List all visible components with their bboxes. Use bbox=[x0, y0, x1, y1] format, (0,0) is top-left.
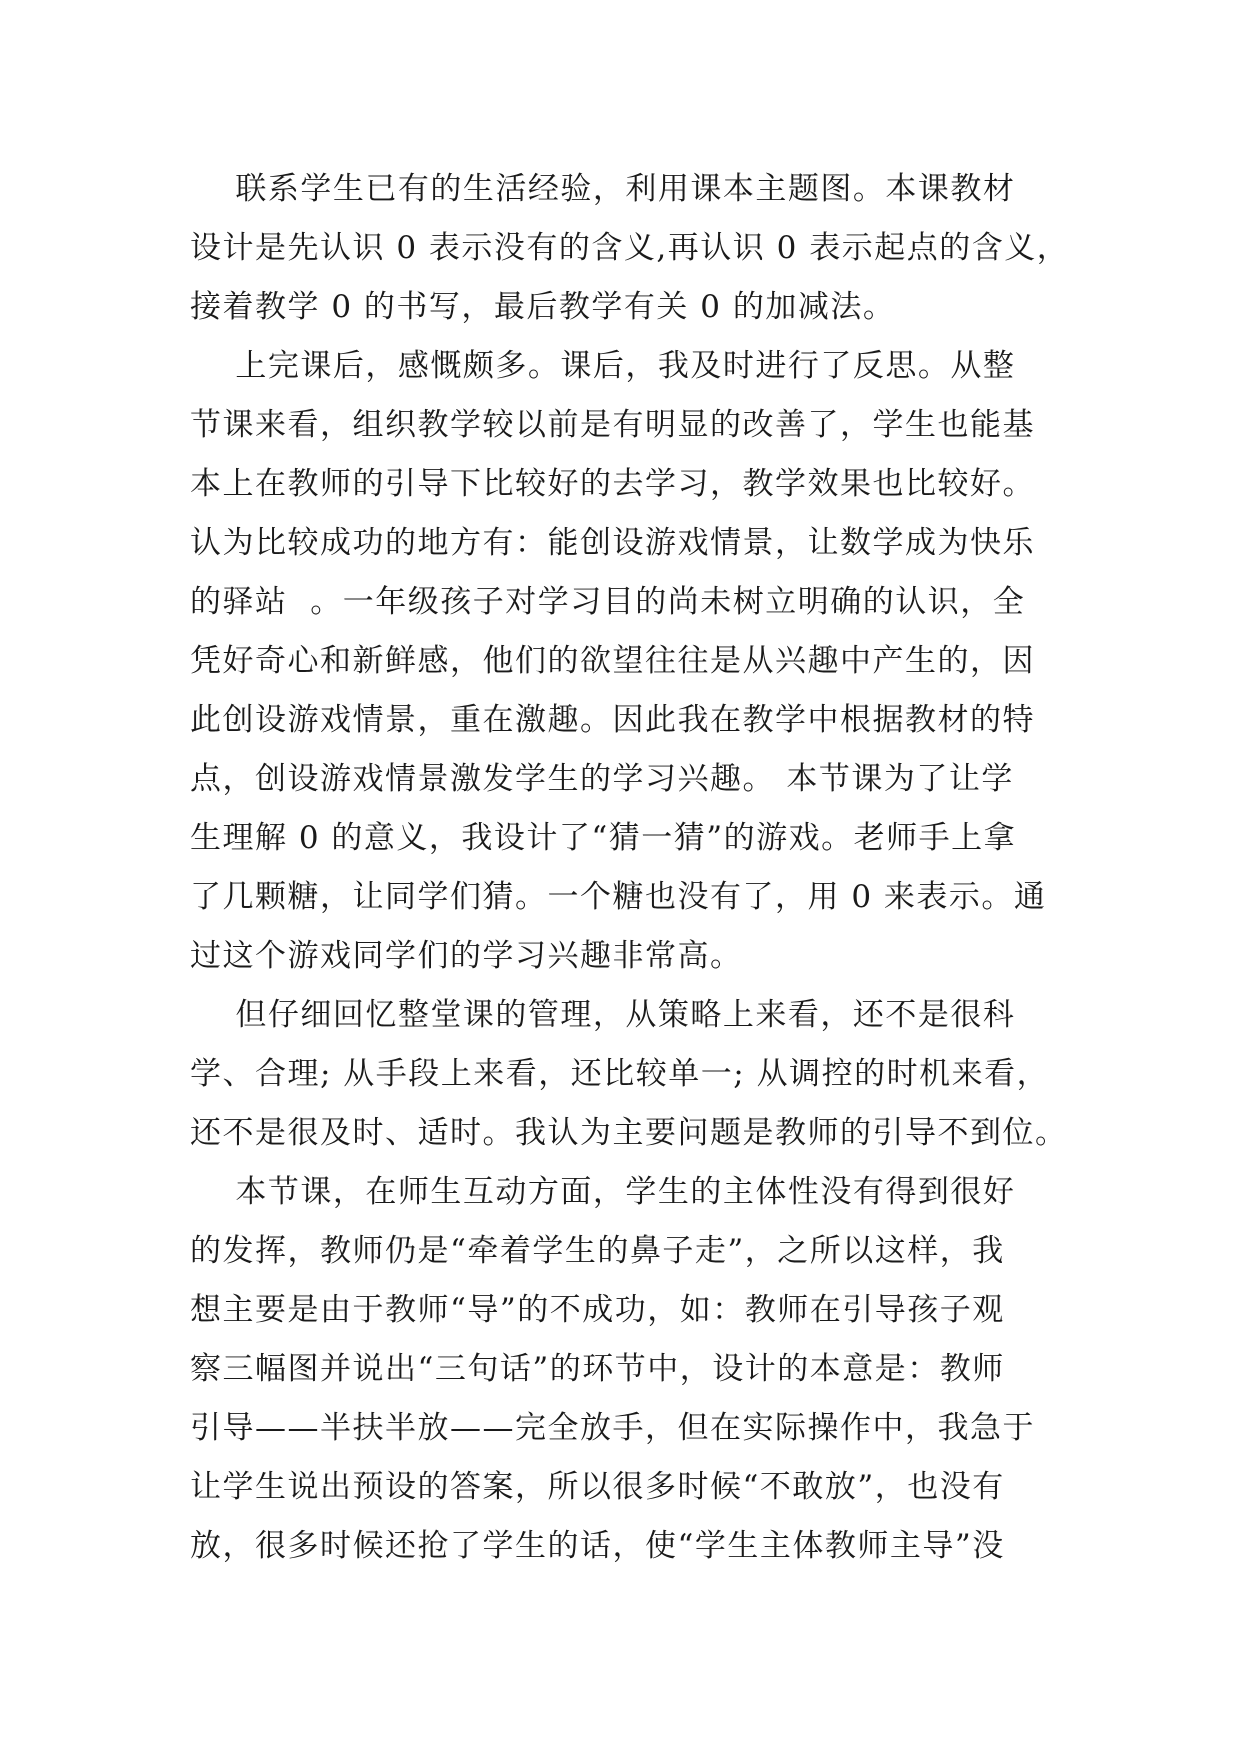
text-line: 生理解 0 的意义，我设计了“猜一猜”的游戏。老师手上拿 bbox=[190, 820, 1017, 856]
text-line: 让学生说出预设的答案，所以很多时候“不敢放”，也没有 bbox=[190, 1469, 1005, 1505]
text-line: 但仔细回忆整堂课的管理，从策略上来看，还不是很科 bbox=[190, 997, 1016, 1033]
document-body bbox=[190, 160, 1070, 1576]
paragraph-1 bbox=[190, 160, 1070, 337]
text-line: 本上在教师的引导下比较好的去学习，教学效果也比较好。 bbox=[190, 466, 1035, 502]
text-line: 联系学生已有的生活经验，利用课本主题图。本课教材 bbox=[190, 171, 1016, 207]
text-line: 学、合理; 从手段上来看，还比较单一; 从调控的时机来看， bbox=[190, 1056, 1050, 1092]
text-line: 上完课后，感慨颇多。课后，我及时进行了反思。从整 bbox=[190, 348, 1016, 384]
text-line: 放，很多时候还抢了学生的话，使“学生主体教师主导”没 bbox=[190, 1528, 1005, 1564]
text-line: 还不是很及时、适时。我认为主要问题是教师的引导不到位。 bbox=[190, 1115, 1068, 1151]
text-line: 此创设游戏情景，重在激趣。因此我在教学中根据教材的特 bbox=[190, 702, 1035, 738]
text-line: 认为比较成功的地方有：能创设游戏情景，让数学成为快乐 bbox=[190, 525, 1035, 561]
text-line: 设计是先认识 0 表示没有的含义,再认识 0 表示起点的含义， bbox=[190, 230, 1070, 266]
paragraph-2 bbox=[190, 337, 1070, 986]
text-line: 察三幅图并说出“三句话”的环节中，设计的本意是：教师 bbox=[190, 1351, 1005, 1387]
text-line: 本节课，在师生互动方面，学生的主体性没有得到很好 bbox=[190, 1174, 1016, 1210]
paragraph-3 bbox=[190, 986, 1070, 1163]
text-line: 节课来看，组织教学较以前是有明显的改善了，学生也能基 bbox=[190, 407, 1035, 443]
text-line: 想主要是由于教师“导”的不成功，如：教师在引导孩子观 bbox=[190, 1292, 1005, 1328]
text-line: 的驿站 。一年级孩子对学习目的尚未树立明确的认识，全 bbox=[190, 584, 1026, 620]
text-line: 凭好奇心和新鲜感，他们的欲望往往是从兴趣中产生的，因 bbox=[190, 643, 1035, 679]
text-line: 点，创设游戏情景激发学生的学习兴趣。 本节课为了让学 bbox=[190, 761, 1014, 797]
text-line: 的发挥，教师仍是“牵着学生的鼻子走”，之所以这样，我 bbox=[190, 1233, 1005, 1269]
text-line: 了几颗糖，让同学们猜。一个糖也没有了，用 0 来表示。通 bbox=[190, 879, 1047, 915]
text-line: 引导——半扶半放——完全放手，但在实际操作中，我急于 bbox=[190, 1410, 1035, 1446]
text-line: 接着教学 0 的书写，最后教学有关 0 的加减法。 bbox=[190, 289, 896, 325]
text-line: 过这个游戏同学们的学习兴趣非常高。 bbox=[190, 938, 743, 974]
paragraph-4 bbox=[190, 1163, 1070, 1576]
